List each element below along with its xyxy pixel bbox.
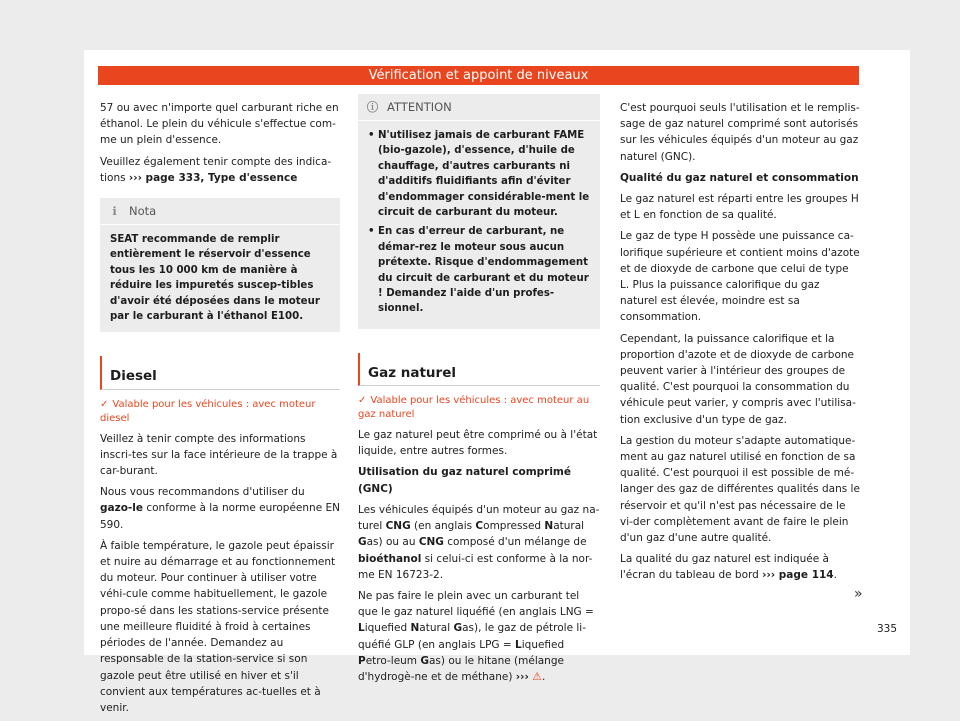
attention-box [358, 94, 600, 329]
paragraph: Ne pas faire le plein avec un carburant tel que le gaz naturel liquéfié (en anglais LNG = Liquefied Natural Gas), le gaz de pétrole li-quéfié GLP (en anglais LPG = Liquefied Petro-leum Gas) ou le hitane (mélange d'hydrogè-ne et de méthane) ››› ⚠. [358, 588, 600, 685]
note-title: Nota [129, 204, 157, 219]
attention-item: • N'utilisez jamais de carburant FAME (bio-gazole), d'essence, d'huile de chauffage, d'autres carburants ni d'additifs fluidifiants afin d'éviter d'endommager considérable-ment le circuit de carburant du moteur. [368, 128, 590, 220]
paragraph-text: conforme à la norme européenne EN 590. [100, 502, 340, 531]
note-body: SEAT recommande de remplir entièrement le réservoir d'essence tous les 10 000 km de manière à réduire les impuretés suscep-tibles d'avoir été déposées dans le moteur par le carburant à l'éthanol E100. [110, 234, 320, 323]
page-link[interactable]: ››› page 114 [762, 569, 834, 582]
note-header [100, 198, 340, 225]
paragraph: À faible température, le gazole peut épaissir et nuire au démarrage et au fonctionnement du moteur. Pour continuer à utiliser votre véhi-cule comme habituellement, le gazole propo-sé dans les stations-service présente une meilleure fluidité à froid à certaines périodes de l'année. Demandez au responsable de la station-service si son gazole peut être utilisé en hiver et s'il convient aux températures ac-tuelles et à venir. [100, 539, 336, 714]
paragraph: Les véhicules équipés d'un moteur au gaz na-turel CNG (en anglais Compressed Natural Gas) ou au CNG composé d'un mélange de bioéthanol si celui-ci est conforme à la nor-me EN 16723-2. [358, 503, 600, 581]
validity-text: Valable pour les véhicules : avec moteur diesel [100, 398, 316, 424]
paragraph-text: Nous vous recommandons d'utiliser du [100, 486, 305, 499]
paragraph: Le gaz naturel est réparti entre les groupes H et L en fonction de sa qualité. [620, 193, 859, 222]
paragraph: Cependant, la puissance calorifique et la proportion d'azote et de dioxyde de carbone peuvent varier à l'intérieur des groupes de qualité. C'est pourquoi la consommation du véhicule peut varier, y compris avec l'utilisa-tion exclusive d'un type de gaz. [620, 332, 856, 426]
paragraph [620, 551, 860, 583]
page-number: 335 [877, 623, 898, 635]
paragraph: C'est pourquoi seuls l'utilisation et le remplis-sage de gaz naturel comprimé sont autorisés sur les véhicules équipés d'un moteur au gaz naturel (GNC). [620, 102, 860, 163]
attention-item: • En cas d'erreur de carburant, ne démar-rez le moteur sous aucun prétexte. Risque d'endommagement du circuit de carburant et du moteur ! Demandez l'aide d'un profes-sionnel. [368, 224, 590, 316]
section-title-diesel: Diesel [100, 356, 340, 389]
warning-link[interactable]: ››› [515, 670, 529, 683]
attention-header [358, 94, 600, 121]
validity-note [100, 398, 340, 426]
subheading: Utilisation du gaz naturel comprimé (GNC) [358, 466, 571, 495]
column-2 [358, 100, 600, 690]
continue-marker: » [854, 586, 863, 602]
column-1 [100, 100, 340, 721]
attention-body [358, 121, 600, 317]
info-icon: ℹ [112, 204, 117, 219]
page-link[interactable]: ››› page 333, Type d'essence [128, 171, 298, 184]
validity-text: Valable pour les véhicules : avec moteur au gaz naturel [358, 395, 590, 421]
column-3 [620, 100, 860, 589]
paragraph: Le gaz naturel peut être comprimé ou à l'état liquide, entre autres formes. [358, 429, 598, 458]
check-icon: ✓ [358, 395, 367, 407]
paragraph-text: Veuillez également tenir compte des indica-tions [100, 155, 332, 184]
note-box [100, 198, 340, 332]
warning-triangle-icon[interactable]: ⚠ [532, 669, 542, 683]
paragraph [100, 154, 340, 186]
paragraph [100, 484, 340, 533]
page-header: Vérification et appoint de niveaux [98, 66, 859, 85]
paragraph: La gestion du moteur s'adapte automatique-ment au gaz naturel utilisé en fonction de sa qualité. C'est pourquoi il est possible de mé-langer des gaz de différentes qualités dans le réservoir et qu'il n'est pas nécessaire de le vi-der complètement avant de faire le plein d'un gaz d'une autre qualité. [620, 434, 860, 545]
alert-circle-icon: ⓘ [366, 100, 379, 114]
section-title-gaz-naturel: Gaz naturel [358, 353, 600, 386]
paragraph: Veillez à tenir compte des informations inscri-tes sur la face intérieure de la trappe à car-burant. [100, 432, 338, 478]
bold-term: gazo-le [100, 502, 144, 515]
paragraph: Le gaz de type H possède une puissance ca-lorifique supérieure et contient moins d'azote et de dioxyde de carbone que celui de type L. Plus la puissance calorifique du gaz naturel est élevée, moindre est sa consommation. [620, 230, 860, 324]
paragraph-text: . [833, 569, 837, 582]
attention-title: ATTENTION [387, 100, 452, 114]
paragraph-text: La qualité du gaz naturel est indiquée à l'écran du tableau de bord [620, 553, 829, 582]
paragraph: 57 ou avec n'importe quel carburant riche en éthanol. Le plein du véhicule s'effectue com-me un plein d'essence. [100, 102, 339, 147]
check-icon: ✓ [100, 398, 109, 410]
document-page [84, 50, 910, 714]
subheading: Qualité du gaz naturel et consommation [620, 171, 859, 184]
validity-note [358, 394, 600, 422]
